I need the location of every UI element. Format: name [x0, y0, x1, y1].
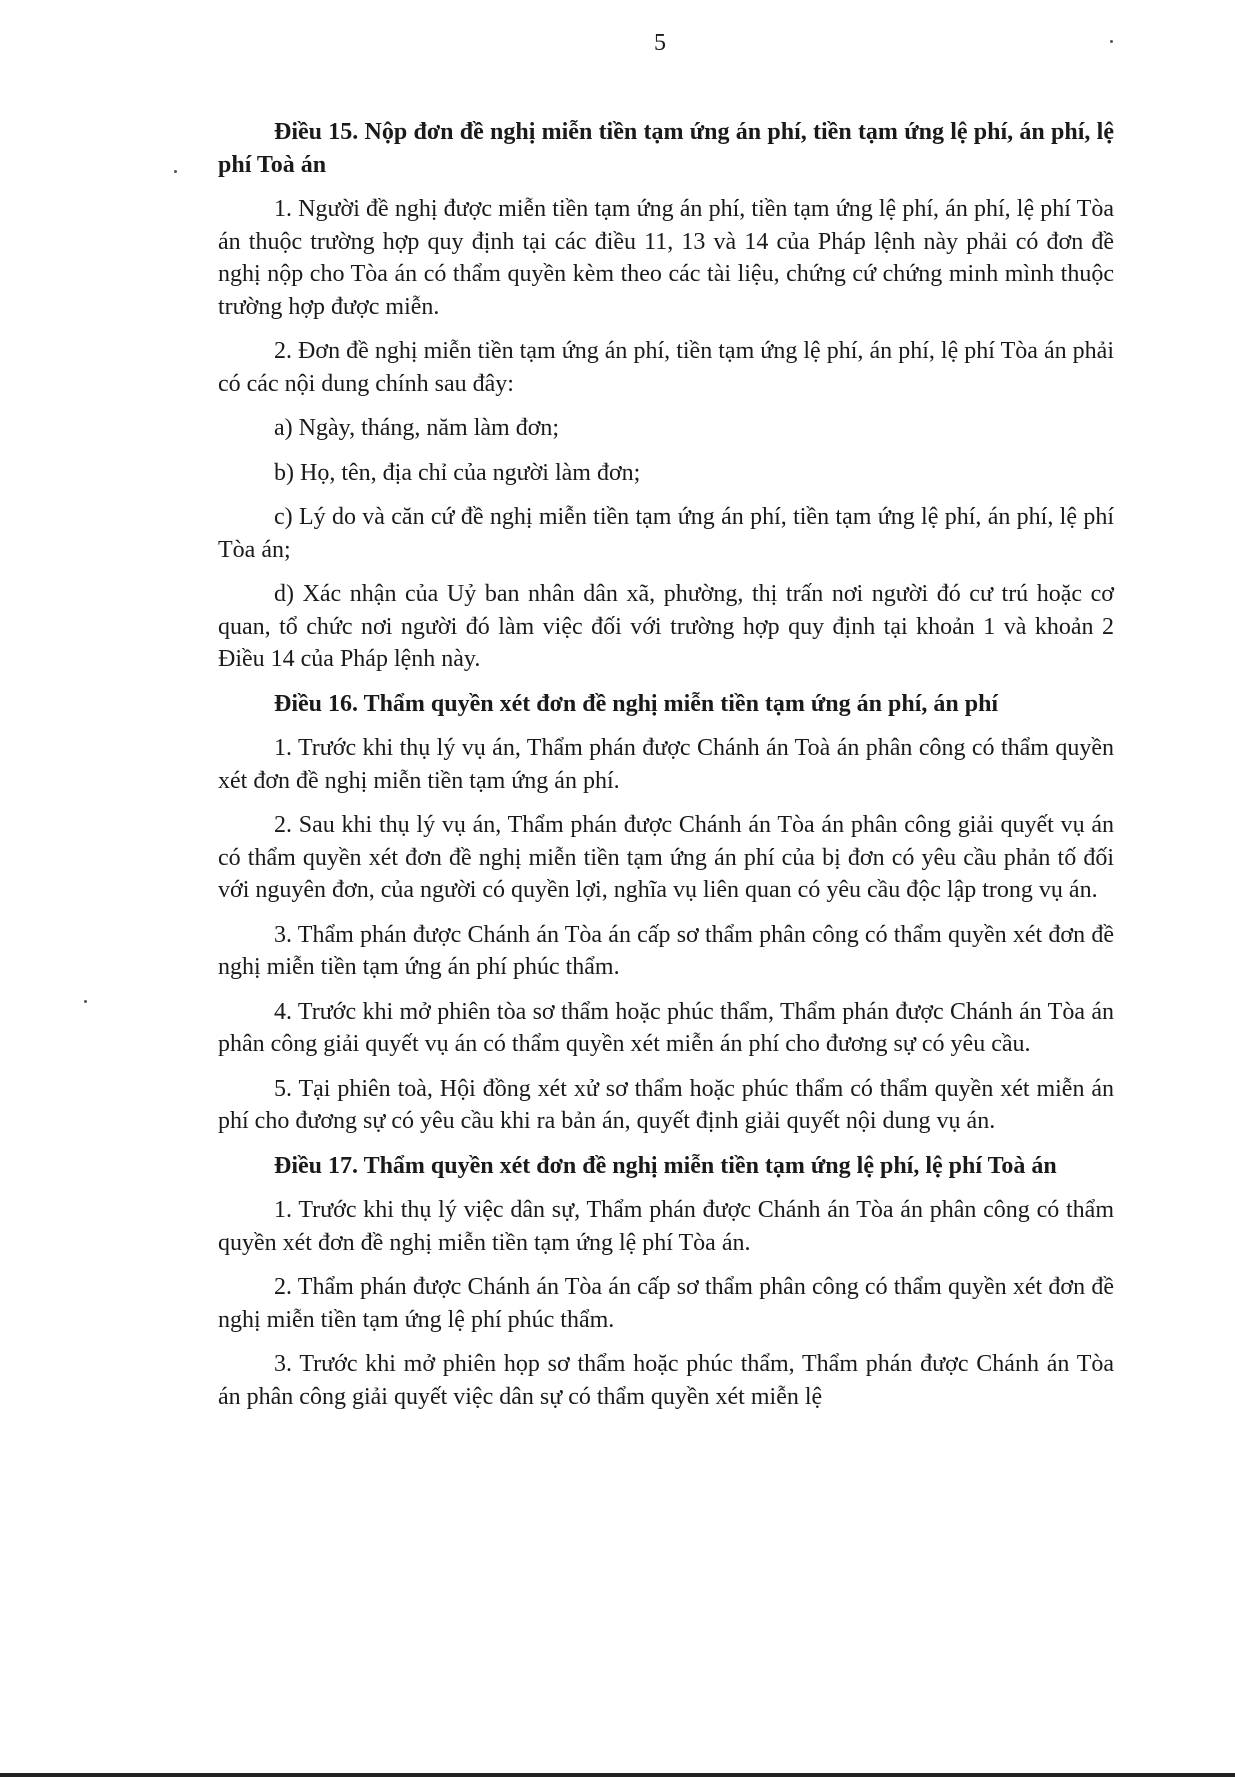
scan-speck — [174, 170, 177, 173]
article-16-clause-2: 2. Sau khi thụ lý vụ án, Thẩm phán được Chánh án Tòa án phân công giải quyết vụ án có thẩm quyền xét đơn đề nghị miễn tiền tạm ứng án phí của bị đơn có yêu cầu phản tố đối với nguyên đơn, của người có quyền lợi, nghĩa vụ liên quan có yêu cầu độc lập trong vụ án. — [218, 812, 1114, 903]
article-15-item-a: a) Ngày, tháng, năm làm đơn; — [274, 415, 560, 441]
article-17-clause-2: 2. Thẩm phán được Chánh án Tòa án cấp sơ thẩm phân công có thẩm quyền xét đơn đề nghị miễn tiền tạm ứng lệ phí phúc thẩm. — [218, 1274, 1114, 1333]
article-15-clause-2: 2. Đơn đề nghị miễn tiền tạm ứng án phí, tiền tạm ứng lệ phí, án phí, lệ phí Tòa án phải có các nội dung chính sau đây: — [218, 338, 1114, 397]
article-16-clause-4: 4. Trước khi mở phiên tòa sơ thẩm hoặc phúc thẩm, Thẩm phán được Chánh án Tòa án phân công giải quyết vụ án có thẩm quyền xét miễn án phí cho đương sự có yêu cầu. — [218, 998, 1114, 1057]
article-15-item-d: d) Xác nhận của Uỷ ban nhân dân xã, phường, thị trấn nơi người đó cư trú hoặc cơ quan, tổ chức nơi người đó làm việc đối với trường hợp quy định tại khoản 1 và khoản 2 Điều 14 của Pháp lệnh này. — [218, 581, 1114, 672]
article-17-heading: Điều 17. Thẩm quyền xét đơn đề nghị miễn tiền tạm ứng lệ phí, lệ phí Toà án — [274, 1152, 1057, 1179]
scan-bottom-edge — [0, 1773, 1235, 1777]
article-16-heading: Điều 16. Thẩm quyền xét đơn đề nghị miễn tiền tạm ứng án phí, án phí — [274, 690, 999, 717]
article-15-item-b: b) Họ, tên, địa chỉ của người làm đơn; — [274, 459, 641, 486]
article-17-clause-3: 3. Trước khi mở phiên họp sơ thẩm hoặc phúc thẩm, Thẩm phán được Chánh án Tòa án phân công giải quyết việc dân sự có thẩm quyền xét miễn lệ — [218, 1351, 1114, 1410]
document-body — [218, 116, 1114, 1425]
article-15-clause-1: 1. Người đề nghị được miễn tiền tạm ứng án phí, tiền tạm ứng lệ phí, án phí, lệ phí Tòa án thuộc trường hợp quy định tại các điều 11, 13 và 14 của Pháp lệnh này phải có đơn đề nghị nộp cho Tòa án có thẩm quyền kèm theo các tài liệu, chứng cứ chứng minh mình thuộc trường hợp được miễn. — [218, 196, 1114, 320]
scan-speck — [84, 1000, 87, 1003]
article-15-item-c: c) Lý do và căn cứ đề nghị miễn tiền tạm ứng án phí, tiền tạm ứng lệ phí, án phí, lệ phí Tòa án; — [218, 504, 1114, 563]
article-16-clause-1: 1. Trước khi thụ lý vụ án, Thẩm phán được Chánh án Toà án phân công có thẩm quyền xét đơn đề nghị miễn tiền tạm ứng án phí. — [218, 735, 1114, 794]
article-17-clause-1: 1. Trước khi thụ lý việc dân sự, Thẩm phán được Chánh án Tòa án phân công có thẩm quyền xét đơn đề nghị miễn tiền tạm ứng lệ phí Tòa án. — [218, 1197, 1114, 1256]
page-number: 5 — [654, 30, 666, 56]
article-16-clause-5: 5. Tại phiên toà, Hội đồng xét xử sơ thẩm hoặc phúc thẩm có thẩm quyền xét miễn án phí cho đương sự có yêu cầu khi ra bản án, quyết định giải quyết nội dung vụ án. — [218, 1075, 1114, 1134]
scan-speck — [1110, 40, 1113, 43]
article-15-heading: Điều 15. Nộp đơn đề nghị miễn tiền tạm ứng án phí, tiền tạm ứng lệ phí, án phí, lệ phí Toà án — [218, 119, 1114, 178]
article-16-clause-3: 3. Thẩm phán được Chánh án Tòa án cấp sơ thẩm phân công có thẩm quyền xét đơn đề nghị miễn tiền tạm ứng án phí phúc thẩm. — [218, 921, 1114, 980]
